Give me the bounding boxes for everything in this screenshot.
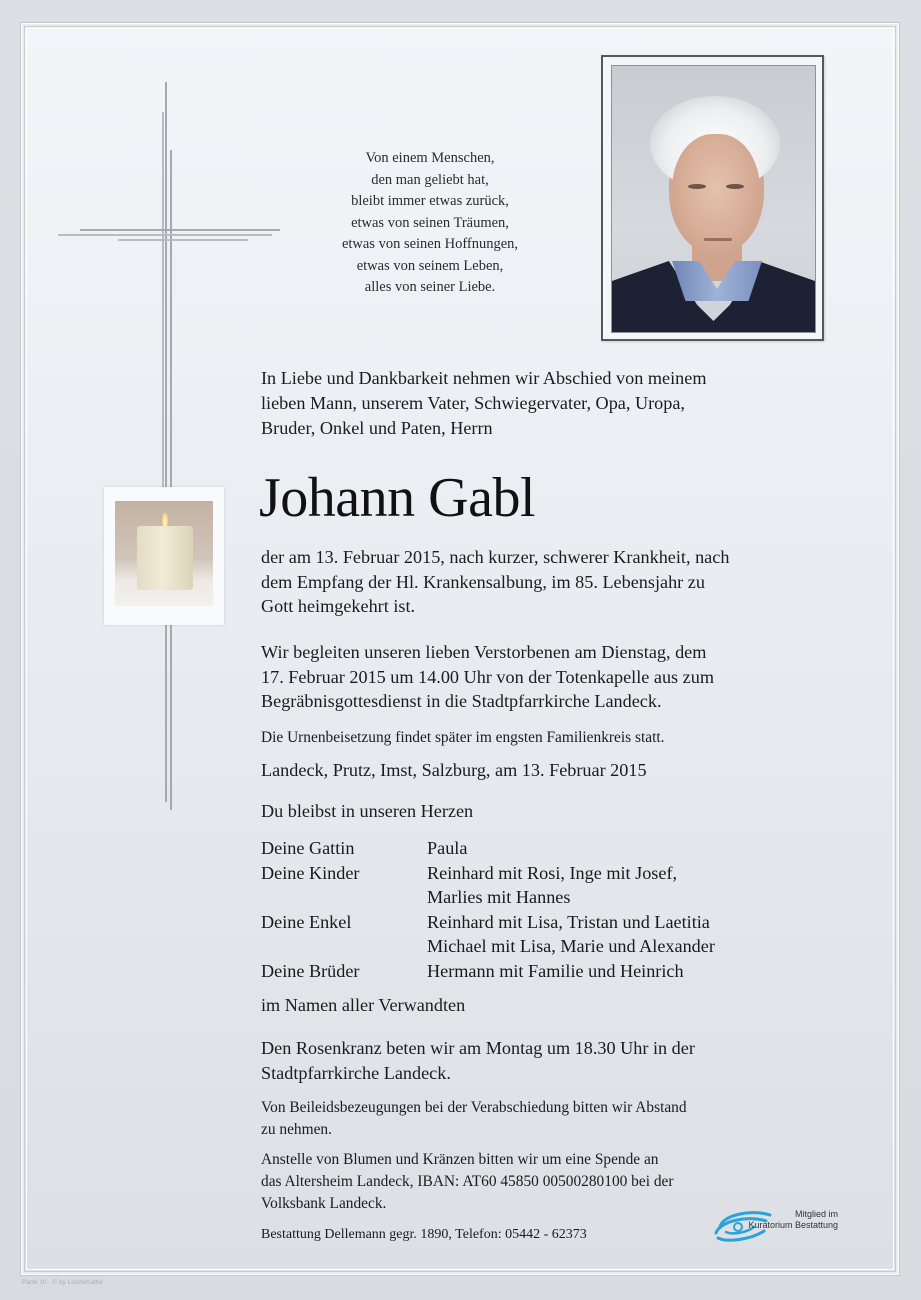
- text-line: Begräbnisgottesdienst in die Stadtpfarrkirche Landeck.: [261, 691, 662, 711]
- text-line: 17. Februar 2015 um 14.00 Uhr von der Totenkapelle aus zum: [261, 666, 714, 687]
- relative-label: Deine Gattin: [261, 838, 355, 858]
- relative-label: Deine Brüder: [261, 960, 360, 981]
- text-line: Von Beileidsbezeugungen bei der Verabschiedung bitten wir Abstand: [261, 1099, 687, 1116]
- text-line: dem Empfang der Hl. Krankensalbung, im 85. Lebensjahr zu: [261, 571, 705, 592]
- relative-row: [261, 836, 821, 861]
- funeral-home: Bestattung Dellemann gegr. 1890, Telefon: 05442 - 62373: [261, 1227, 587, 1242]
- text-line: Anstelle von Blumen und Kränzen bitten wir um eine Spende an: [261, 1151, 659, 1168]
- place-date: Landeck, Prutz, Imst, Salzburg, am 13. Februar 2015: [261, 760, 647, 780]
- relative-row: [261, 910, 821, 959]
- logo-line: Kuratorium Bestattung: [748, 1220, 838, 1230]
- portrait-photo: [611, 65, 816, 333]
- candle-card: [104, 487, 224, 625]
- intro-line: lieben Mann, unserem Vater, Schwiegervater, Opa, Uropa,: [261, 393, 685, 413]
- relative-names: Paula: [427, 838, 468, 858]
- relative-names: Marlies mit Hannes: [427, 887, 571, 907]
- intro-line: In Liebe und Dankbarkeit nehmen wir Abschied von meinem: [261, 368, 707, 388]
- intro-text: [261, 366, 821, 441]
- relative-names: Reinhard mit Rosi, Inge mit Josef,: [427, 862, 678, 883]
- poem-line: alles von seiner Liebe.: [364, 279, 496, 295]
- relative-label: Deine Kinder: [261, 862, 360, 883]
- relative-names: Hermann mit Familie und Heinrich: [427, 960, 684, 981]
- text-line: Volksbank Landeck.: [261, 1195, 387, 1212]
- text-line: der am 13. Februar 2015, nach kurzer, schwerer Krankheit, nach: [261, 547, 730, 567]
- farewell-line: Du bleibst in unseren Herzen: [261, 801, 474, 821]
- text-line: Den Rosenkranz beten wir am Montag um 18.30 Uhr in der: [261, 1038, 695, 1058]
- relative-row: [261, 959, 821, 984]
- text-line: Gott heimgekehrt ist.: [261, 596, 416, 616]
- text-line: Stadtpfarrkirche Landeck.: [261, 1062, 451, 1083]
- relative-row: [261, 861, 821, 910]
- intro-line: Bruder, Onkel und Paten, Herrn: [261, 418, 493, 438]
- relative-label: Deine Enkel: [261, 911, 352, 932]
- deceased-name: Johann Gabl: [259, 467, 536, 529]
- death-notice: [261, 545, 821, 619]
- poem-line: bleibt immer etwas zurück,: [351, 193, 509, 209]
- logo-line: Mitglied im: [794, 1209, 838, 1219]
- poem-line: den man geliebt hat,: [371, 171, 489, 188]
- candle-icon: [115, 501, 213, 606]
- portrait-frame: [601, 55, 824, 341]
- rosary-info: [261, 1036, 821, 1085]
- poem-line: Von einem Menschen,: [365, 150, 495, 166]
- relative-names: Reinhard mit Lisa, Tristan und Laetitia: [427, 911, 710, 932]
- memorial-poem: [300, 148, 560, 299]
- text-line: Wir begleiten unseren lieben Verstorbenen am Dienstag, dem: [261, 642, 707, 662]
- on-behalf-line: im Namen aller Verwandten: [261, 995, 466, 1015]
- poem-line: etwas von seinen Träumen,: [351, 214, 509, 231]
- kuratorium-logo: [712, 1205, 852, 1250]
- credit-line: Parte 10 · © by Lischi/Kathe: [22, 1279, 104, 1286]
- urn-note: Die Urnenbeisetzung findet später im engsten Familienkreis statt.: [261, 729, 665, 746]
- text-line: zu nehmen.: [261, 1121, 332, 1138]
- poem-line: etwas von seinen Hoffnungen,: [341, 236, 519, 252]
- condolence-note: [261, 1097, 821, 1141]
- funeral-details: [261, 640, 821, 714]
- relatives-list: [261, 836, 821, 983]
- poem-line: etwas von seinem Leben,: [356, 257, 504, 274]
- relative-names: Michael mit Lisa, Marie und Alexander: [427, 936, 715, 956]
- text-line: das Altersheim Landeck, IBAN: AT60 45850 00500280100 bei der: [261, 1173, 674, 1190]
